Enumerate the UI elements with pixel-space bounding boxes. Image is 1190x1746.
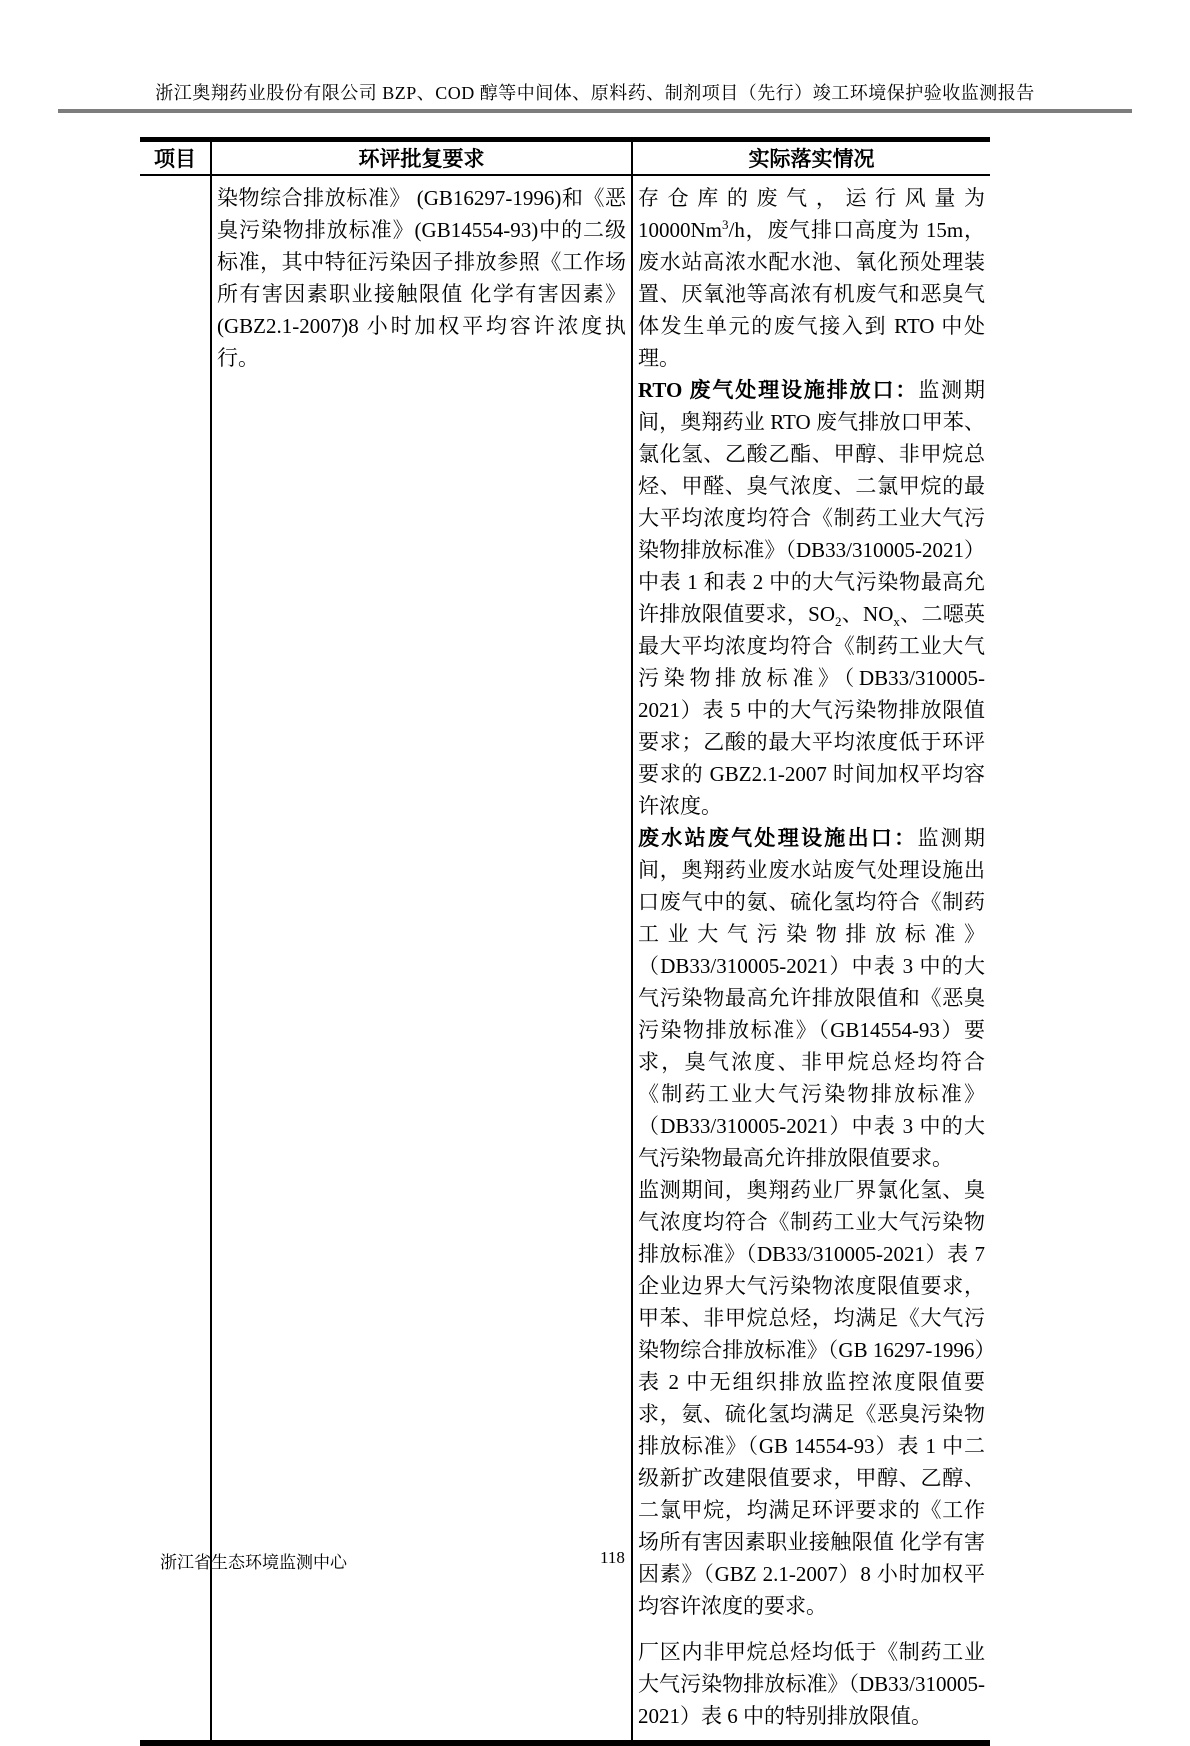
column-header-item: 项目 — [140, 140, 211, 176]
cell-implementation — [632, 175, 990, 1743]
header-divider-rule — [58, 109, 1132, 113]
paragraph: 废水站废气处理设施出口：监测期间，奥翔药业废水站废气处理设施出口废气中的氨、硫化氢均符合《制药工业大气污染物排放标准》（DB33/310005-2021）中表 3 中的大气污染物最高允许排放限值和《恶臭污染物排放标准》（GB14554-93）要求，臭气浓度、非甲烷总烃均符合《制药工业大气污染物排放标准》（DB33/310005-2021）中表 3 中的大气污染物最高允许排放限值要求。 — [638, 826, 986, 1170]
paragraph: 存仓库的废气，运行风量为 10000Nm$^3$/h，废气排口高度为 15m，废水站高浓水配水池、氧化预处理装置、厌氧池等高浓有机废气和恶臭气体发生单元的废气接入到 RTO 中处理。 — [638, 186, 985, 370]
paragraph: RTO 废气处理设施排放口：监测期间，奥翔药业 RTO 废气排放口甲苯、氯化氢、乙酸乙酯、甲醇、非甲烷总烃、甲醛、臭气浓度、二氯甲烷的最大平均浓度均符合《制药工业大气污染物排放标准》（DB33/310005-2021）中表 1 和表 2 中的大气污染物最高允许排放限值要求，$SO_2$、$NO_x$、二噁英最大平均浓度均符合《制药工业大气污染物排放标准》（DB33/310005-2021）表 5 中的大气污染物排放限值要求；乙酸的最大平均浓度低于环评要求的 GBZ2.1-2007 时间加权平均容许浓度。 — [638, 378, 985, 818]
paragraph: 厂区内非甲烷总烃均低于《制药工业大气污染物排放标准》（DB33/310005-2021）表 6 中的特别排放限值。 — [638, 1640, 985, 1728]
cell-item — [140, 175, 211, 1743]
requirement-text — [217, 182, 626, 374]
paragraph: 监测期间，奥翔药业厂界氯化氢、臭气浓度均符合《制药工业大气污染物排放标准》（DB33/310005-2021）表 7 企业边界大气污染物浓度限值要求，甲苯、非甲烷总烃，均满足《大气污染物综合排放标准》（GB 16297-1996）表 2 中无组织排放监控浓度限值要求，氨、硫化氢均满足《恶臭污染物排放标准》（GB 14554-93）表 1 中二级新扩改建限值要求，甲醇、乙醇、二氯甲烷，均满足环评要求的《工作场所有害因素职业接触限值 化学有害因素》（GBZ 2.1-2007）8 小时加权平均容许浓度的要求。 — [638, 1178, 985, 1618]
column-header-implementation: 实际落实情况 — [632, 140, 990, 176]
document-header-title: 浙江奥翔药业股份有限公司 BZP、COD 醇等中间体、原料药、制剂项目（先行）竣工环境保护验收监测报告 — [155, 83, 1035, 103]
footer-organization: 浙江省生态环境监测中心 — [160, 1553, 347, 1572]
review-table — [140, 137, 990, 1746]
table-row — [140, 175, 990, 1743]
table-header-row — [140, 140, 990, 176]
footer-page-number: 118 — [600, 1548, 625, 1567]
cell-requirement — [211, 175, 632, 1743]
column-header-requirement: 环评批复要求 — [211, 140, 632, 176]
implementation-text — [638, 182, 985, 1732]
paragraph: 染物综合排放标准》 (GB16297-1996)和《恶臭污染物排放标准》(GB14554-93)中的二级标准，其中特征污染因子排放参照《工作场所有害因素职业接触限值 化学有害因素》(GBZ2.1-2007)8 小时加权平均容许浓度执行。 — [217, 186, 626, 370]
